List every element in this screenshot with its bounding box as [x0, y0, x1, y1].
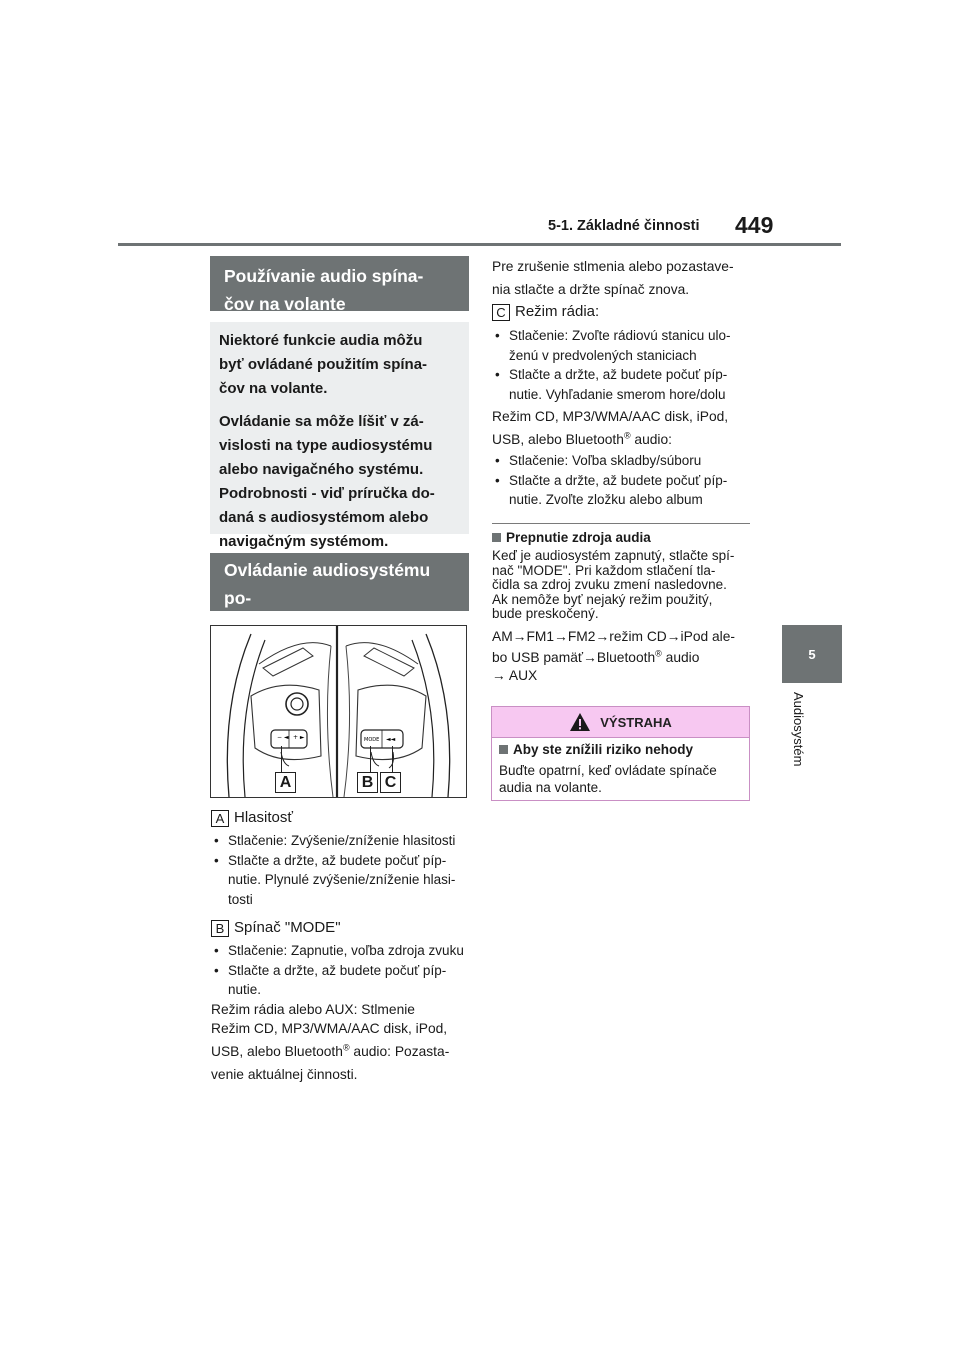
figure-label-a: A: [275, 772, 296, 793]
letter-c-badge: C: [492, 304, 510, 321]
section-b-mode: [211, 918, 473, 1084]
square-bullet-icon: [492, 533, 501, 542]
chapter-tab: [782, 625, 842, 683]
heading-audio-operation: Ovládanie audiosystému po-: [210, 553, 469, 611]
list-item: • Stlačte a držte, až budete počuť píp- nutie.: [211, 961, 473, 1000]
list-item: • Stlačenie: Zvoľte rádiovú stanicu ulo- ženú v predvolených staniciach: [492, 326, 757, 365]
list-item: • Stlačenie: Zvýšenie/zníženie hlasitosti: [211, 831, 471, 851]
section-b-text: Režim rádia alebo AUX: Stlmenie Režim CD, MP3/WMA/AAC disk, iPod, USB, alebo Bluetooth® audio: Pozasta- venie aktuálnej činnosti.: [211, 1001, 450, 1082]
source-switch-heading: Prepnutie zdroja audia: [492, 529, 757, 547]
section-c-bullets: [492, 326, 757, 404]
heading-steering-switches: Používanie audio spína- čov na volante: [210, 256, 469, 311]
warning-subheading: Aby ste znížili riziko nehody: [499, 741, 742, 758]
section-title: 5-1. Základné činnosti: [548, 218, 700, 234]
intro-box: [210, 322, 469, 550]
right-intro: Pre zrušenie stlmenia alebo pozastave- nia stlačte a držte spínač znova.: [492, 259, 734, 297]
svg-text:− ◄: − ◄: [277, 734, 289, 741]
warning-body: Aby ste znížili riziko nehody Buďte opatrní, keď ovládate spínače audia na volante.: [492, 738, 749, 796]
figure-label-b: B: [357, 772, 378, 793]
letter-b-badge: B: [211, 920, 229, 937]
letter-a-badge: A: [211, 810, 229, 827]
registered-mark: ®: [655, 647, 662, 658]
svg-text:+ ►: + ►: [293, 734, 305, 741]
section-a-volume: [211, 808, 471, 909]
section-b-title: Spínač "MODE": [234, 919, 341, 936]
warning-header: [492, 707, 749, 738]
section-a-heading: [211, 808, 471, 828]
svg-text:◄◄: ◄◄: [386, 736, 396, 743]
source-sequence: AM→FM1→FM2→režim CD→iPod ale- bo USB pamäť→Bluetooth® audio → AUX: [492, 628, 736, 683]
intro-paragraph-1: Niektoré funkcie audia môžu byť ovládané použitím spína- čov na volante.: [219, 332, 428, 397]
registered-mark: ®: [623, 429, 631, 440]
section-a-bullets: [211, 831, 471, 909]
chapter-name-vertical: [792, 692, 806, 792]
chapter-name: Audiosystém: [791, 692, 806, 767]
warning-box: [491, 706, 750, 801]
warning-triangle-icon: [569, 712, 591, 732]
section-c-heading: [492, 302, 757, 322]
steering-wheel-figure: [210, 625, 467, 798]
section-c-text: Režim CD, MP3/WMA/AAC disk, iPod, USB, alebo Bluetooth® audio:: [492, 409, 729, 447]
section-c-radio: [492, 302, 757, 510]
section-b-heading: [211, 918, 473, 938]
square-bullet-icon: [499, 745, 508, 754]
steering-wheel-illustration: [211, 626, 466, 797]
section-b-bullets: [211, 941, 473, 1000]
section-c-title: Režim rádia:: [515, 303, 600, 320]
list-item: • Stlačenie: Voľba skladby/súboru: [492, 451, 757, 471]
source-switch-section: [492, 529, 757, 683]
registered-mark: ®: [342, 1041, 350, 1052]
header-rule: [118, 243, 841, 246]
chapter-number: 5: [808, 646, 816, 662]
list-item: • Stlačte a držte, až budete počuť píp- nutie. Plynulé zvýšenie/zníženie hlasi- tosti: [211, 851, 471, 910]
figure-label-c: C: [380, 772, 401, 793]
warning-title: VÝSTRAHA: [600, 714, 672, 730]
page-number: 449: [735, 212, 774, 238]
section-a-title: Hlasitosť: [234, 809, 293, 826]
list-item: • Stlačte a držte, až budete počuť píp- nutie. Vyhľadanie smerom hore/dolu: [492, 365, 757, 404]
svg-text:MODE: MODE: [364, 737, 380, 743]
list-item: • Stlačenie: Zapnutie, voľba zdroja zvuku: [211, 941, 473, 961]
section-c-bullets-2: [492, 451, 757, 510]
section-divider: [492, 523, 750, 524]
list-item: • Stlačte a držte, až budete počuť píp- nutie. Zvoľte zložku alebo album: [492, 471, 757, 510]
intro-paragraph-2: Ovládanie sa môže líšiť v zá- vislosti na type audiosystému alebo navigačného systému. Podrobnosti - viď príručka do- daná s audiosystémom alebo navigačným systémom.: [219, 413, 435, 550]
heading-underline: [210, 609, 469, 611]
source-switch-paragraph: Keď je audiosystém zapnutý, stlačte spí- nač "MODE". Pri každom stlačení tla- čidla sa zdroj zvuku zmení nasledovne. Ak nemôže byť nejaký režim použitý, bude preskočený.: [492, 548, 735, 621]
